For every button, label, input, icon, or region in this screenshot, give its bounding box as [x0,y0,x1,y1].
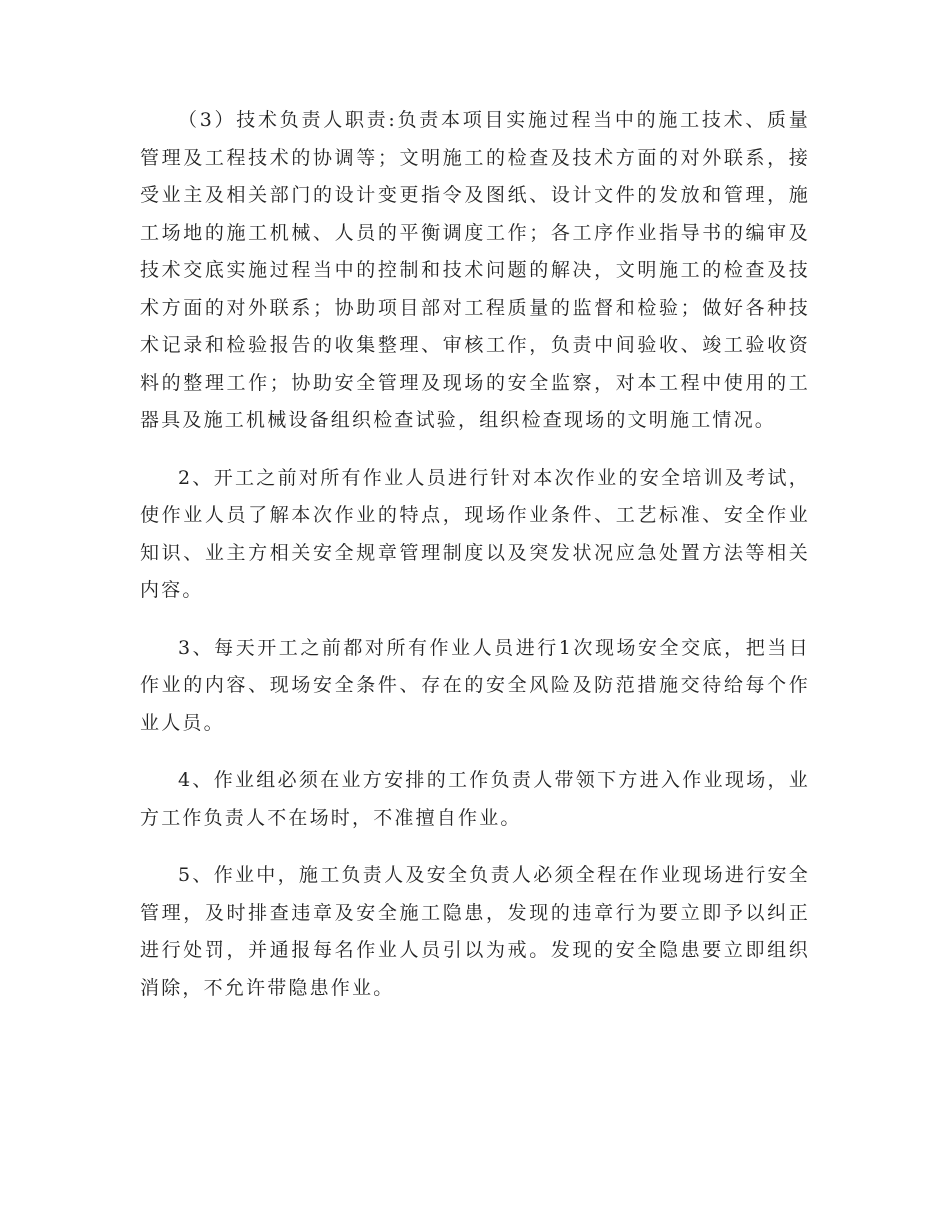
paragraph-entry-supervision: 4、作业组必须在业方安排的工作负责人带领下方进入作业现场，业方工作负责人不在场时，不准擅自作业。 [140,769,810,829]
paragraph-daily-safety-briefing: 3、每天开工之前都对所有作业人员进行1次现场安全交底，把当日作业的内容、现场安全条件、存在的安全风险及防范措施交待给每个作业人员。 [140,636,810,734]
paragraph-safety-training: 2、开工之前对所有作业人员进行针对本次作业的安全培训及考试，使作业人员了解本次作业的特点，现场作业条件、工艺标准、安全作业知识、业主方相关安全规章管理制度以及突发状况应急处置方法等相关内容。 [140,466,810,601]
paragraph-on-site-safety-management: 5、作业中，施工负责人及安全负责人必须全程在作业现场进行安全管理，及时排查违章及安全施工隐患，发现的违章行为要立即予以纠正进行处罚，并通报每名作业人员引以为戒。发现的安全隐患要立即组织消除，不允许带隐患作业。 [140,864,810,999]
document-page [140,102,810,1027]
paragraph-technical-lead-duties: （3）技术负责人职责:负责本项目实施过程当中的施工技术、质量管理及工程技术的协调等；文明施工的检查及技术方面的对外联系，接受业主及相关部门的设计变更指令及图纸、设计文件的发放和管理，施工场地的施工机械、人员的平衡调度工作；各工序作业指导书的编审及技术交底实施过程当中的控制和技术问题的解决，文明施工的检查及技术方面的对外联系；协助项目部对工程质量的监督和检验；做好各种技术记录和检验报告的收集整理、审核工作，负责中间验收、竣工验收资料的整理工作；协助安全管理及现场的安全监察，对本工程中使用的工器具及施工机械设备组织检查试验，组织检查现场的文明施工情况。 [140,109,810,431]
